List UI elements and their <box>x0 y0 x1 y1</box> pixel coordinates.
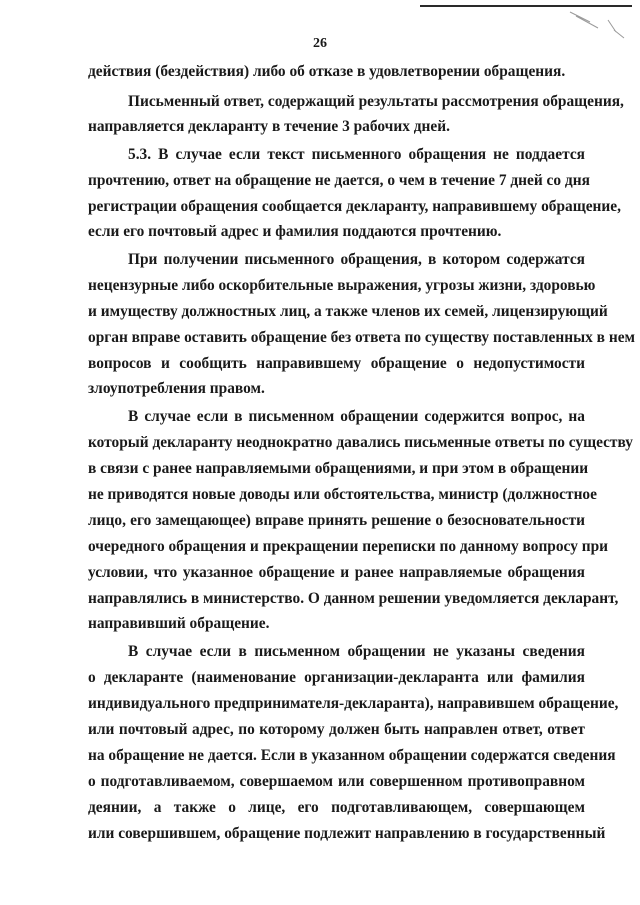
text-line: о декларанте (наименование организации-декларанта или фамилия <box>88 669 585 686</box>
text-line: индивидуального предпринимателя-декларанта), направившем обращение, <box>88 695 619 712</box>
text-line: прочтению, ответ на обращение не дается, о чем в течение 7 дней со дня <box>88 172 590 189</box>
text-line: если его почтовый адрес и фамилия поддаются прочтению. <box>88 223 502 240</box>
text-line: направляется декларанту в течение 3 рабочих дней. <box>88 118 450 135</box>
text-line: лицо, его замещающее) вправе принять решение о безосновательности <box>88 512 585 529</box>
text-line: о подготавливаемом, совершаемом или совершенном противоправном <box>88 773 585 790</box>
text-line: вопросов и сообщить направившему обращение о недопустимости <box>88 355 585 372</box>
text-line: направивший обращение. <box>88 615 270 632</box>
text-line: или совершившем, обращение подлежит направлению в государственный <box>88 825 606 842</box>
text-line: В случае если в письменном обращении не указаны сведения <box>128 643 585 660</box>
text-line: орган вправе оставить обращение без ответа по существу поставленных в нем <box>88 329 636 346</box>
page-number: 26 <box>313 36 327 51</box>
text-line: на обращение не дается. Если в указанном обращении содержатся сведения <box>88 747 616 764</box>
text-line: злоупотребления правом. <box>88 380 265 397</box>
text-line: направлялись в министерство. О данном решении уведомляется декларант, <box>88 590 619 607</box>
text-line: деянии, а также о лице, его подготавливающем, совершающем <box>88 799 585 816</box>
text-line: не приводятся новые доводы или обстоятельства, министр (должностное <box>88 486 597 503</box>
text-line: регистрации обращения сообщается декларанту, направившему обращение, <box>88 198 621 215</box>
text-line: Письменный ответ, содержащий результаты рассмотрения обращения, <box>128 93 624 110</box>
text-line: 5.3. В случае если текст письменного обращения не поддается <box>128 146 585 163</box>
scan-border-line <box>420 5 632 7</box>
text-line: который декларанту неоднократно давались письменные ответы по существу <box>88 434 633 451</box>
text-line: условии, что указанное обращение и ранее направляемые обращения <box>88 564 585 581</box>
text-line: В случае если в письменном обращении содержится вопрос, на <box>128 408 585 425</box>
text-line: и имуществу должностных лиц, а также членов их семей, лицензирующий <box>88 303 608 320</box>
text-line: При получении письменного обращения, в котором содержатся <box>128 251 585 268</box>
text-line: очередного обращения и прекращении переписки по данному вопросу при <box>88 538 609 555</box>
text-line: действия (бездействия) либо об отказе в удовлетворении обращения. <box>88 63 566 80</box>
text-line: нецензурные либо оскорбительные выражения, угрозы жизни, здоровью <box>88 277 596 294</box>
text-line: в связи с ранее направляемыми обращениями, и при этом в обращении <box>88 460 589 477</box>
text-line: или почтовый адрес, по которому должен быть направлен ответ, ответ <box>88 721 585 738</box>
